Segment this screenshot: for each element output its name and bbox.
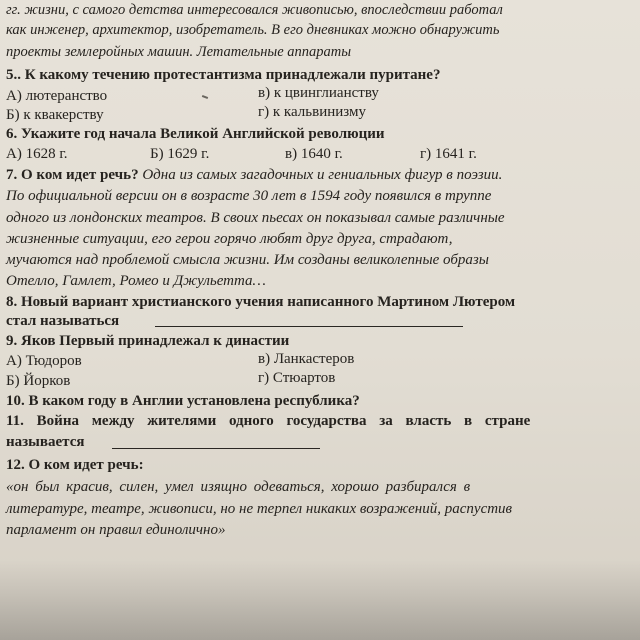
question-12-line-3: парламент он правил единолично» (6, 522, 226, 538)
question-8-line-1: 8. Новый вариант христианского учения написанного Мартином Лютером (6, 294, 516, 310)
question-9-option-b: Б) Йорков (6, 373, 71, 389)
pen-mark (202, 95, 208, 99)
question-9-text: 9. Яков Первый принадлежал к династии (6, 333, 290, 349)
question-6-option-a: А) 1628 г. (6, 146, 68, 162)
question-12-line-2: литературе, театре, живописи, но не терпел никаких возражений, распустив (6, 501, 513, 517)
question-5-option-v: в) к цвинглианству (258, 85, 379, 101)
question-6-option-v: в) 1640 г. (285, 146, 343, 162)
page-shadow (0, 560, 640, 640)
question-12-line-1: «он был красив, силен, умел изящно одеваться, хорошо разбирался в (6, 479, 471, 495)
question-5-text: . К какому течению протестантизма принадлежали пуритане? (17, 67, 441, 83)
question-8-line-2: стал называться (6, 313, 120, 329)
question-7-line-2: По официальной версии он в возрасте 30 лет в 1594 году появился в труппе (6, 188, 492, 204)
question-6-text: 6. Укажите год начала Великой Английской революции (6, 126, 385, 142)
question-10-text: 10. В каком году в Англии установлена республика? (6, 393, 360, 409)
intro-line-2: как инженер, архитектор, изобретатель. В его дневниках можно обнаружить (6, 22, 500, 38)
question-8-answer-blank[interactable] (155, 326, 463, 327)
question-7-line-6: Отелло, Гамлет, Ромео и Джульетта… (6, 273, 266, 289)
question-5 (6, 66, 440, 84)
question-7-line-5: мучаются над проблемой смысла жизни. Им созданы великолепные образы (6, 252, 489, 268)
question-11-answer-blank[interactable] (112, 448, 320, 449)
question-7-line-1: Одна из самых загадочных и гениальных фигур в поэзии. (142, 167, 503, 183)
question-6-option-g: г) 1641 г. (420, 146, 477, 162)
question-11-line-2: называется (6, 434, 85, 450)
question-5-option-b: Б) к квакерству (6, 107, 104, 123)
intro-line-1: гг. жизни, с самого детства интересовался живописью, впоследствии работал (6, 2, 503, 18)
question-7-line-4: жизненные ситуации, его герои горячо любят друг друга, страдают, (6, 231, 453, 247)
question-12-label: 12. О ком идет речь: (6, 457, 144, 473)
question-5-option-g: г) к кальвинизму (258, 104, 366, 120)
question-11-line-1: 11. Война между жителями одного государства за власть в стране (6, 413, 531, 429)
question-5-option-a: А) лютеранство (6, 88, 108, 104)
question-7-line-3: одного из лондонских театров. В своих пьесах он показывал самые различные (6, 210, 505, 226)
intro-line-3: проекты землеройных машин. Летательные аппараты (6, 44, 352, 60)
question-9-option-g: г) Стюартов (258, 370, 336, 386)
question-6-option-b: Б) 1629 г. (150, 146, 210, 162)
question-9-option-v: в) Ланкастеров (258, 351, 355, 367)
question-7-first-line (6, 166, 502, 184)
question-7-label: 7. О ком идет речь? (6, 167, 139, 183)
question-5-number: 5. (6, 67, 18, 83)
question-9-option-a: А) Тюдоров (6, 353, 82, 369)
